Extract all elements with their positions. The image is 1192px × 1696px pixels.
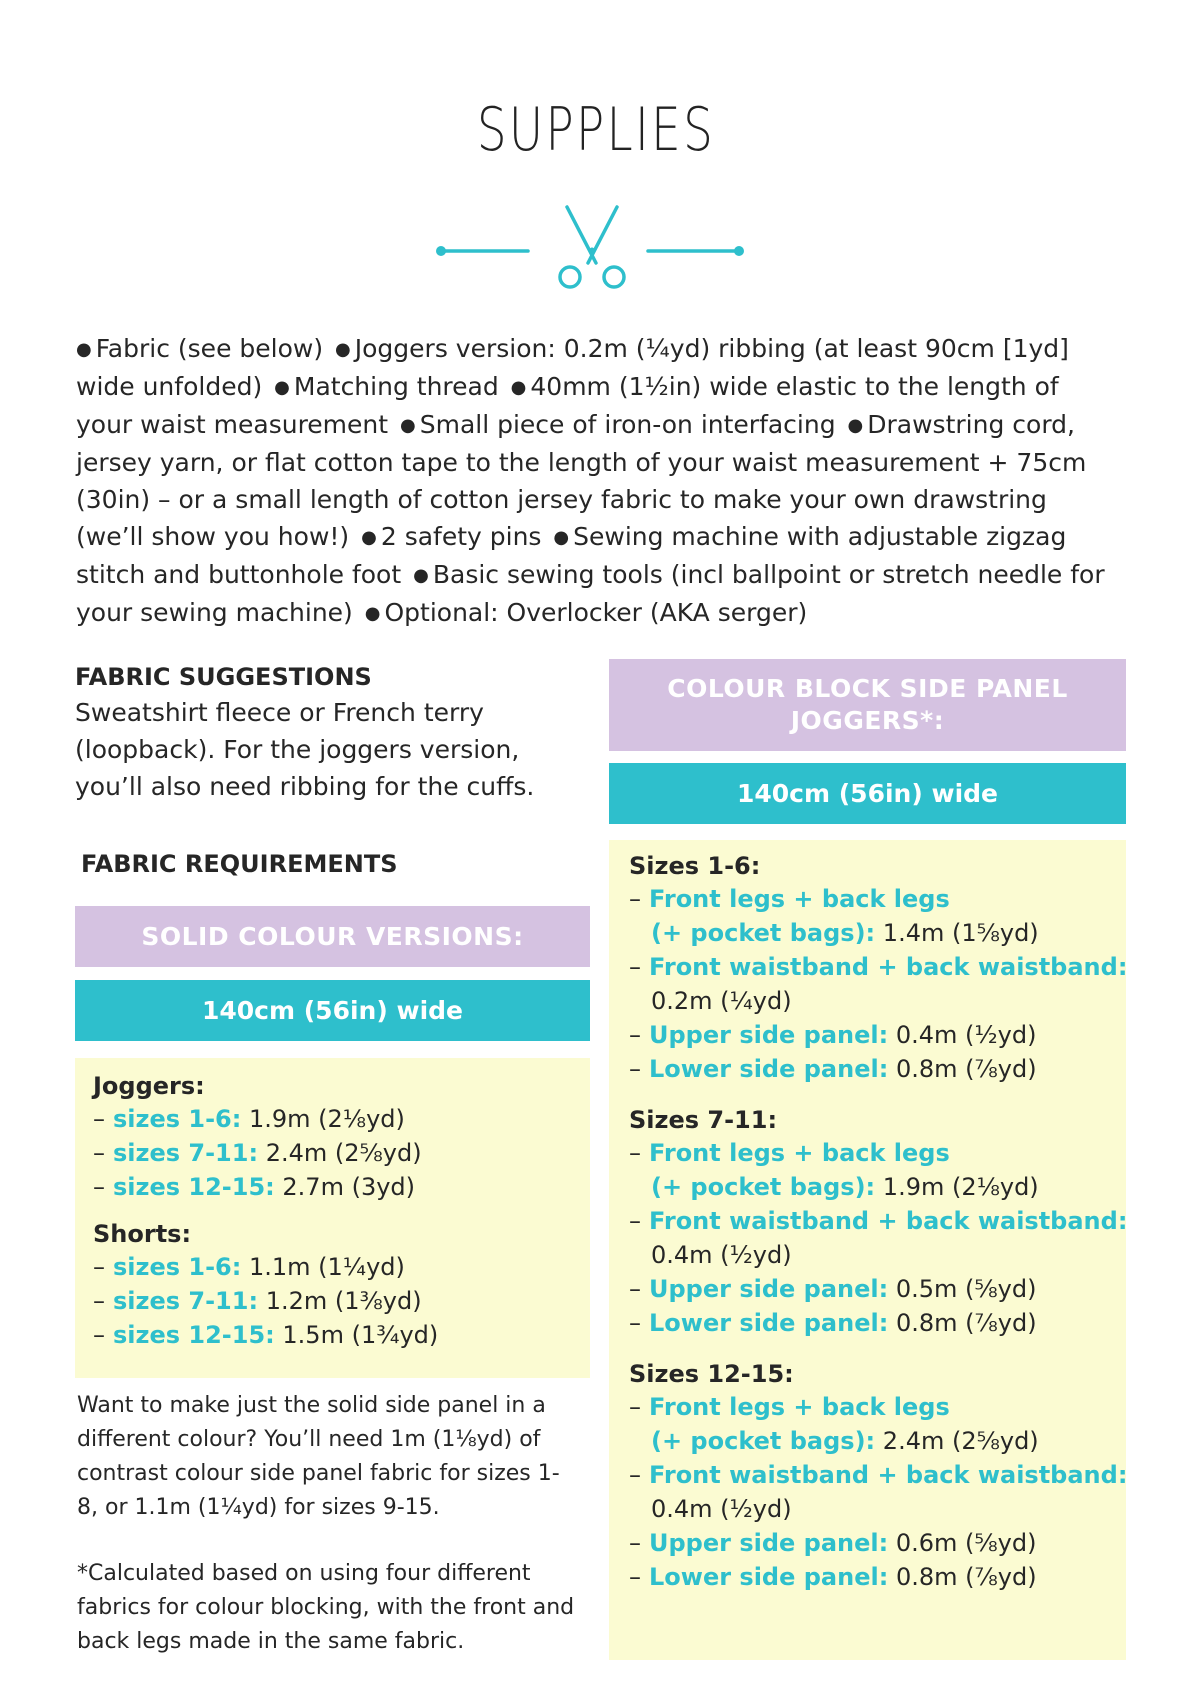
group-heading: Shorts: xyxy=(93,1220,192,1248)
list-item: (+ pocket bags): 1.4m (1⅝yd) xyxy=(651,919,1039,947)
group-heading: Sizes 7-11: xyxy=(629,1106,778,1134)
colour-block-width-header: 140cm (56in) wide xyxy=(609,763,1126,824)
list-item: – Front legs + back legs xyxy=(629,1139,950,1167)
supply-item: ● Optional: Overlocker (AKA serger) xyxy=(364,598,808,627)
supply-item: ● Sewing machine with adjustable zigzag stitch and buttonhole foot xyxy=(76,522,1067,589)
group-heading: Joggers: xyxy=(93,1072,205,1100)
list-item: – Front waistband + back waistband: xyxy=(629,1207,1128,1235)
supplies-list xyxy=(76,330,1116,632)
list-item: – Front legs + back legs xyxy=(629,885,950,913)
contrast-note: Want to make just the solid side panel in a different colour? You’ll need 1m (1⅛yd) of contrast colour side panel fabric for sizes 1-8, or 1.1m (1¼yd) for sizes 9-15. xyxy=(77,1393,560,1520)
supply-item: ● Matching thread xyxy=(274,372,499,401)
list-item: – sizes 1-6: 1.9m (2⅛yd) xyxy=(93,1105,405,1133)
list-item: – Lower side panel: 0.8m (⅞yd) xyxy=(629,1055,1037,1083)
group-heading: Sizes 1-6: xyxy=(629,852,761,880)
supply-item: ● Drawstring cord, jersey yarn, or flat cotton tape to the length of your waist measurement + 75cm (30in) – or a small length of cotton jersey fabric to make your own drawstring (we’ll show you how!) xyxy=(76,410,1087,551)
calculated-note: *Calculated based on using four different fabrics for colour blocking, with the front and back legs made in the same fabric. xyxy=(77,1561,575,1654)
solid-width-header: 140cm (56in) wide xyxy=(75,980,590,1041)
list-item: – sizes 7-11: 2.4m (2⅝yd) xyxy=(93,1139,422,1167)
supply-item: ● 2 safety pins xyxy=(361,522,542,551)
list-item: – Upper side panel: 0.6m (⅝yd) xyxy=(629,1529,1037,1557)
supply-item: ● Basic sewing tools (incl ballpoint or stretch needle for your sewing machine) xyxy=(76,560,1105,627)
supply-item: ● Small piece of iron-on interfacing xyxy=(400,410,836,439)
supply-item: ● Fabric (see below) xyxy=(76,334,324,363)
scissors-divider xyxy=(0,195,1192,300)
list-item: – Front waistband + back waistband: xyxy=(629,1461,1128,1489)
fabric-requirements-heading: FABRIC REQUIREMENTS xyxy=(81,850,398,878)
solid-colour-header: SOLID COLOUR VERSIONS: xyxy=(75,906,590,967)
list-item: – sizes 12-15: 2.7m (3yd) xyxy=(93,1173,416,1201)
fabric-suggestions-heading: FABRIC SUGGESTIONS xyxy=(75,663,372,691)
scissors-icon xyxy=(0,195,1192,300)
list-item: (+ pocket bags): 1.9m (2⅛yd) xyxy=(651,1173,1039,1201)
list-item: 0.2m (¼yd) xyxy=(651,987,792,1015)
colour-block-requirements-box xyxy=(609,840,1126,1660)
fabric-suggestions-text: Sweatshirt fleece or French terry (loopback). For the joggers version, you’ll also need ribbing for the cuffs. xyxy=(75,698,535,801)
list-item: – sizes 7-11: 1.2m (1⅜yd) xyxy=(93,1287,422,1315)
list-item: 0.4m (½yd) xyxy=(651,1241,792,1269)
list-item: 0.4m (½yd) xyxy=(651,1495,792,1523)
supply-item: ● 40mm (1½in) wide elastic to the length of your waist measurement xyxy=(76,372,1059,439)
list-item: – Lower side panel: 0.8m (⅞yd) xyxy=(629,1309,1037,1337)
list-item: – Front legs + back legs xyxy=(629,1393,950,1421)
list-item: – sizes 12-15: 1.5m (1¾yd) xyxy=(93,1321,439,1349)
colour-block-header: COLOUR BLOCK SIDE PANEL JOGGERS*: xyxy=(609,659,1126,751)
fabric-suggestions xyxy=(75,662,595,805)
solid-requirements-box xyxy=(75,1058,590,1378)
list-item: – sizes 1-6: 1.1m (1¼yd) xyxy=(93,1253,405,1281)
list-item: – Upper side panel: 0.5m (⅝yd) xyxy=(629,1275,1037,1303)
supply-item: ● Joggers version: 0.2m (¼yd) ribbing (at least 90cm [1yd] wide unfolded) xyxy=(76,334,1069,401)
list-item: – Upper side panel: 0.4m (½yd) xyxy=(629,1021,1037,1049)
page-title: SUPPLIES xyxy=(476,95,716,165)
group-heading: Sizes 12-15: xyxy=(629,1360,794,1388)
list-item: – Front waistband + back waistband: xyxy=(629,953,1128,981)
list-item: (+ pocket bags): 2.4m (2⅝yd) xyxy=(651,1427,1039,1455)
list-item: – Lower side panel: 0.8m (⅞yd) xyxy=(629,1563,1037,1591)
